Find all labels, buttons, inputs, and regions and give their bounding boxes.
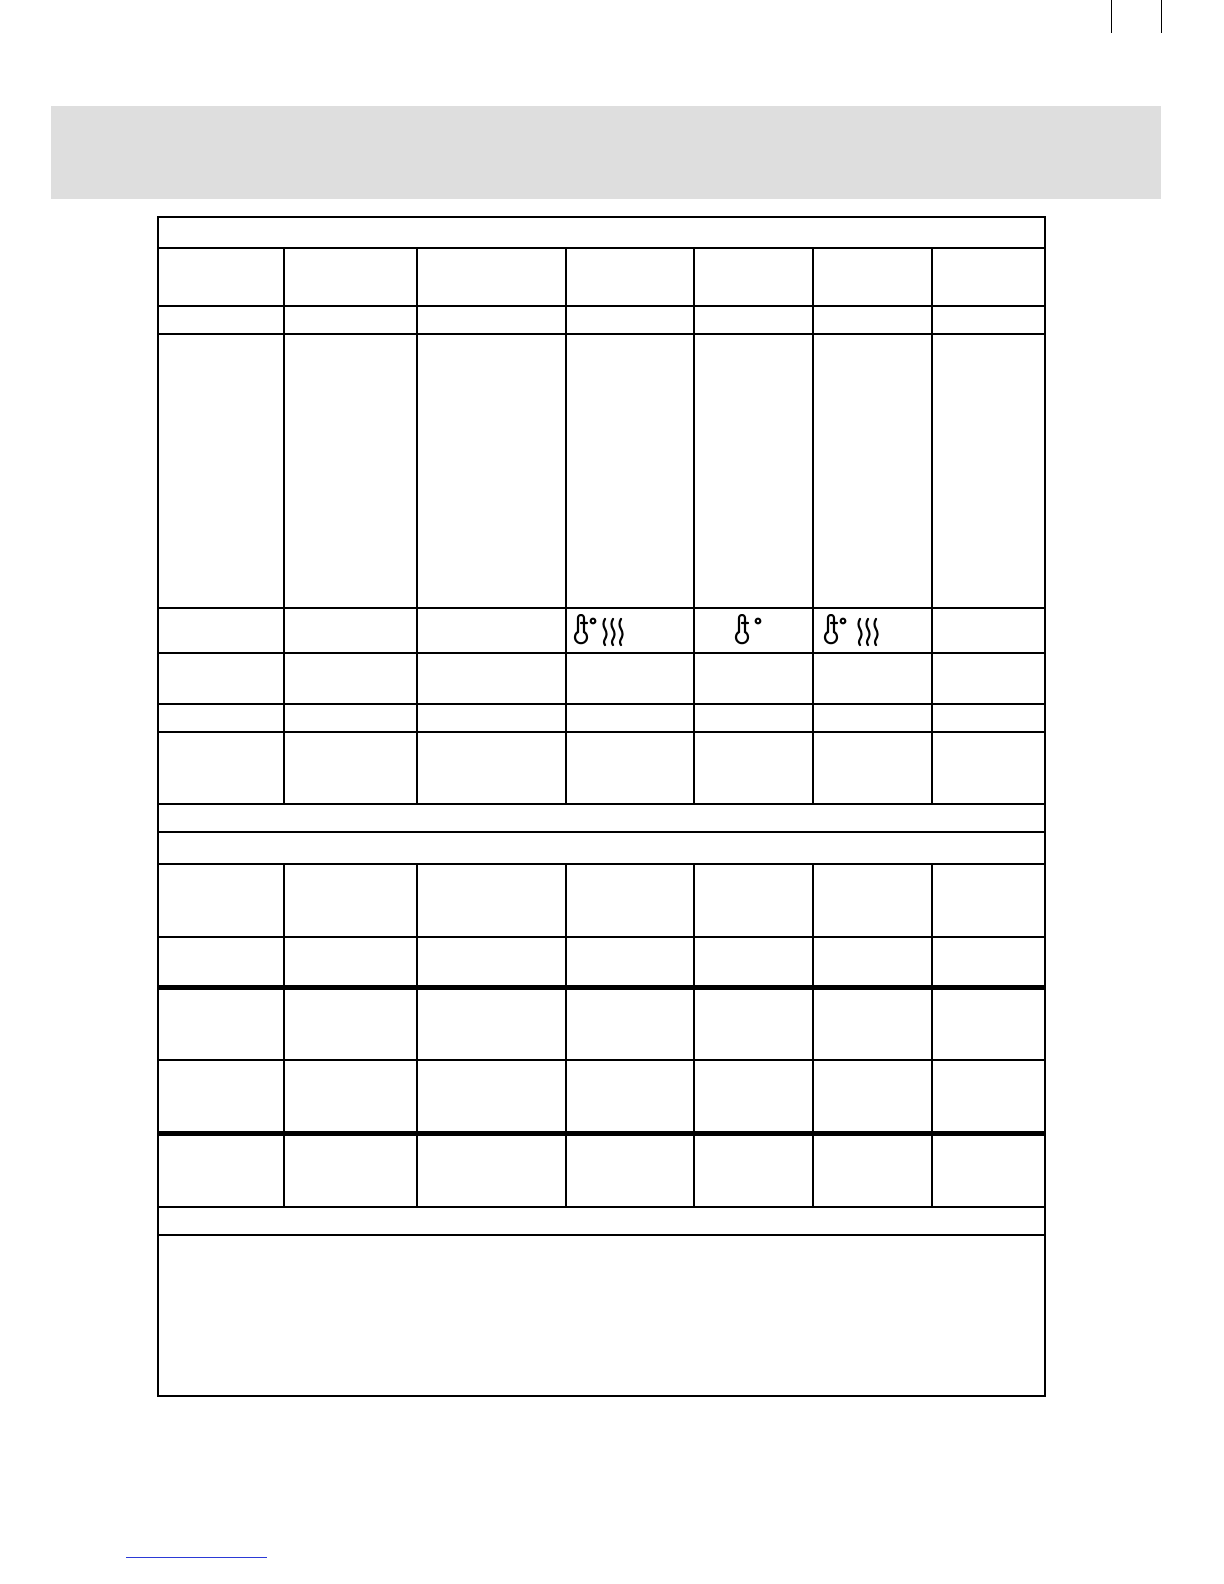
- column-rule: [565, 863, 567, 1208]
- table-rule: [157, 1206, 1046, 1208]
- table-rule: [157, 652, 1046, 654]
- table-rule: [157, 1059, 1046, 1061]
- column-rule: [416, 863, 418, 1208]
- column-rule: [931, 247, 933, 805]
- column-rule: [416, 247, 418, 805]
- table-rule: [157, 731, 1046, 733]
- table-rule: [157, 803, 1046, 805]
- column-rule: [812, 247, 814, 805]
- column-rule: [693, 863, 695, 1208]
- thermometer-icon: [733, 614, 767, 648]
- table-rule: [157, 863, 1046, 865]
- column-rule: [931, 863, 933, 1208]
- table-rule: [157, 305, 1046, 307]
- thermometer-heat-icon: [822, 614, 884, 648]
- table-rule: [157, 247, 1046, 249]
- table-rule: [157, 333, 1046, 335]
- column-rule: [283, 863, 285, 1208]
- table-rule: [157, 936, 1046, 938]
- table-rule: [157, 1234, 1046, 1236]
- column-rule: [693, 247, 695, 805]
- table-rule: [157, 831, 1046, 833]
- column-rule: [812, 863, 814, 1208]
- thermometer-heat-icon: [572, 614, 630, 648]
- table-rule: [157, 703, 1046, 705]
- column-rule: [283, 247, 285, 805]
- page-link-underline[interactable]: [126, 1557, 267, 1558]
- table-rule-thick: [157, 985, 1046, 990]
- column-rule: [565, 247, 567, 805]
- table-rule: [157, 607, 1046, 609]
- table-outer-border: [157, 216, 1046, 1397]
- table-rule-thick: [157, 1131, 1046, 1136]
